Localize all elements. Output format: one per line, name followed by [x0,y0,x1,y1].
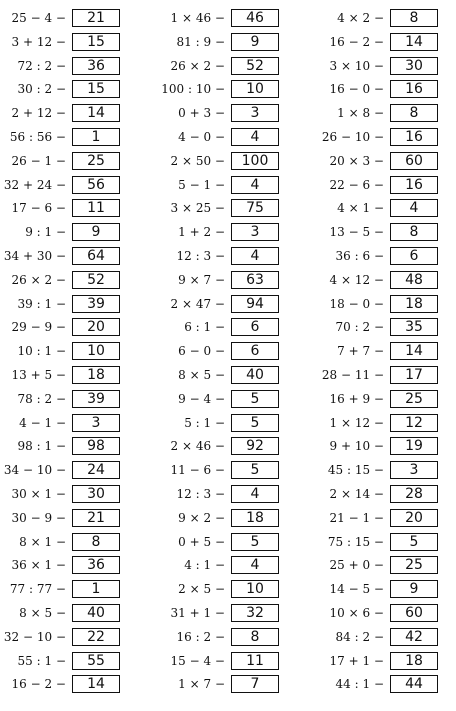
problem-row [148,579,279,599]
problem-row [0,389,120,409]
problem-expression: 4 : 1 − [184,558,225,572]
problem-expression: 98 : 1 − [17,439,66,453]
problem-expression: 1 × 8 − [337,106,384,120]
problem-expression: 1 × 12 − [329,416,384,430]
answer-box[interactable]: 30 [390,57,438,75]
problem-row [0,532,120,552]
answer-box[interactable]: 56 [72,176,120,194]
answer-box[interactable]: 22 [72,628,120,646]
problem-row [0,341,120,361]
answer-box[interactable]: 10 [72,342,120,360]
answer-box[interactable]: 18 [390,652,438,670]
problem-expression: 17 + 1 − [329,654,384,668]
problem-expression: 0 + 5 − [178,535,225,549]
answer-box[interactable]: 4 [231,128,279,146]
problem-expression: 9 − 4 − [178,392,225,406]
problem-row [148,341,279,361]
answer-box[interactable]: 24 [72,461,120,479]
answer-box[interactable]: 36 [72,556,120,574]
problem-row [306,532,438,552]
problem-row [0,79,120,99]
problem-expression: 13 − 5 − [329,225,384,239]
problem-expression: 2 × 47 − [170,297,225,311]
problem-row [306,246,438,266]
problem-row [0,270,120,290]
problem-row [306,198,438,218]
answer-box[interactable]: 8 [390,223,438,241]
problem-row [306,413,438,433]
problem-expression: 36 : 6 − [335,249,384,263]
problem-expression: 6 − 0 − [178,344,225,358]
problem-expression: 55 : 1 − [17,654,66,668]
answer-box[interactable]: 5 [231,461,279,479]
problem-expression: 78 : 2 − [17,392,66,406]
answer-box[interactable]: 40 [231,366,279,384]
problem-expression: 26 − 1 − [11,154,66,168]
answer-box[interactable]: 63 [231,271,279,289]
problem-expression: 30 − 9 − [11,511,66,525]
problem-expression: 2 × 5 − [178,582,225,596]
answer-box[interactable]: 7 [231,675,279,693]
problem-expression: 13 + 5 − [11,368,66,382]
problem-expression: 16 : 2 − [176,630,225,644]
problem-row [148,79,279,99]
problem-row [148,436,279,456]
answer-box[interactable]: 4 [231,176,279,194]
answer-box[interactable]: 10 [231,580,279,598]
problem-expression: 32 + 24 − [3,178,66,192]
problem-row [306,32,438,52]
answer-box[interactable]: 15 [72,33,120,51]
problem-row [148,127,279,147]
answer-box[interactable]: 18 [390,295,438,313]
problem-row [148,460,279,480]
problem-expression: 1 × 46 − [170,11,225,25]
problem-row [0,246,120,266]
problem-expression: 31 + 1 − [170,606,225,620]
problem-expression: 2 × 50 − [170,154,225,168]
answer-box[interactable]: 11 [231,652,279,670]
problem-row [0,103,120,123]
problem-expression: 34 + 30 − [3,249,66,263]
problem-expression: 45 : 15 − [327,463,384,477]
problem-row [0,674,120,694]
problem-expression: 17 − 6 − [11,201,66,215]
problem-expression: 84 : 2 − [335,630,384,644]
problem-expression: 15 − 4 − [170,654,225,668]
problem-row [148,8,279,28]
answer-box[interactable]: 14 [72,675,120,693]
problem-expression: 9 × 7 − [178,273,225,287]
problem-expression: 70 : 2 − [335,320,384,334]
problem-row [306,436,438,456]
problem-expression: 11 − 6 − [170,463,225,477]
problem-row [306,341,438,361]
answer-box[interactable]: 9 [390,580,438,598]
answer-box[interactable]: 5 [231,533,279,551]
problem-expression: 1 × 7 − [178,677,225,691]
answer-box[interactable]: 100 [231,152,279,170]
problem-row [306,151,438,171]
problem-row [0,627,120,647]
problem-expression: 8 × 5 − [19,606,66,620]
problem-row [148,603,279,623]
answer-box[interactable]: 21 [72,9,120,27]
answer-box[interactable]: 17 [390,366,438,384]
problem-row [306,460,438,480]
answer-box[interactable]: 28 [390,485,438,503]
problem-row [0,222,120,242]
answer-box[interactable]: 8 [390,9,438,27]
problem-expression: 75 : 15 − [327,535,384,549]
problem-row [306,603,438,623]
answer-box[interactable]: 30 [72,485,120,503]
problem-row [0,8,120,28]
problem-row [0,198,120,218]
answer-box[interactable]: 92 [231,437,279,455]
problem-row [0,603,120,623]
problem-expression: 2 × 46 − [170,439,225,453]
problem-expression: 34 − 10 − [3,463,66,477]
problem-expression: 4 − 1 − [19,416,66,430]
problem-row [148,175,279,195]
answer-box[interactable]: 52 [231,57,279,75]
answer-box[interactable]: 60 [390,152,438,170]
answer-box[interactable]: 55 [72,652,120,670]
problem-row [306,79,438,99]
problem-row [306,579,438,599]
problem-row [148,674,279,694]
problem-expression: 22 − 6 − [329,178,384,192]
answer-box[interactable]: 35 [390,318,438,336]
problem-row [148,532,279,552]
answer-box[interactable]: 75 [231,199,279,217]
problem-row [0,484,120,504]
problem-row [306,294,438,314]
problem-expression: 16 − 2 − [329,35,384,49]
answer-box[interactable]: 5 [231,390,279,408]
problem-row [0,56,120,76]
problem-expression: 9 + 10 − [329,439,384,453]
problem-row [148,555,279,575]
problem-row [306,56,438,76]
answer-box[interactable]: 3 [231,223,279,241]
problem-expression: 30 × 1 − [11,487,66,501]
problem-expression: 2 × 14 − [329,487,384,501]
answer-box[interactable]: 4 [231,247,279,265]
problem-expression: 30 : 2 − [17,82,66,96]
problem-row [0,508,120,528]
problem-expression: 4 × 1 − [337,201,384,215]
answer-box[interactable]: 1 [72,580,120,598]
answer-box[interactable]: 3 [231,104,279,122]
problem-expression: 25 + 0 − [329,558,384,572]
problem-expression: 5 − 1 − [178,178,225,192]
problem-expression: 9 : 1 − [25,225,66,239]
answer-box[interactable]: 32 [231,604,279,622]
problem-expression: 39 : 1 − [17,297,66,311]
answer-box[interactable]: 3 [72,414,120,432]
answer-box[interactable]: 6 [231,318,279,336]
problem-row [306,222,438,242]
problem-row [0,460,120,480]
answer-box[interactable]: 42 [390,628,438,646]
problem-row [148,151,279,171]
problem-row [148,389,279,409]
answer-box[interactable]: 14 [72,104,120,122]
problem-row [306,651,438,671]
answer-box[interactable]: 48 [390,271,438,289]
problem-row [148,103,279,123]
answer-box[interactable]: 18 [72,366,120,384]
problem-expression: 8 × 5 − [178,368,225,382]
problem-row [0,413,120,433]
answer-box[interactable]: 9 [231,33,279,51]
problem-expression: 28 − 11 − [321,368,384,382]
problem-expression: 8 × 1 − [19,535,66,549]
problem-row [0,32,120,52]
problem-row [148,627,279,647]
problem-row [306,103,438,123]
problem-expression: 56 : 56 − [9,130,66,144]
problem-row [148,484,279,504]
answer-box[interactable]: 4 [390,199,438,217]
problem-row [0,175,120,195]
problem-row [0,127,120,147]
answer-box[interactable]: 15 [72,80,120,98]
problem-row [0,555,120,575]
answer-box[interactable]: 16 [390,176,438,194]
problem-expression: 18 − 0 − [329,297,384,311]
problem-row [148,365,279,385]
answer-box[interactable]: 25 [72,152,120,170]
problem-row [306,317,438,337]
problem-expression: 100 : 10 − [161,82,225,96]
answer-box[interactable]: 4 [231,485,279,503]
problem-expression: 4 − 0 − [178,130,225,144]
problem-row [148,246,279,266]
problem-expression: 44 : 1 − [335,677,384,691]
problem-row [306,627,438,647]
problem-row [306,127,438,147]
answer-box[interactable]: 1 [72,128,120,146]
problem-expression: 0 + 3 − [178,106,225,120]
answer-box[interactable]: 20 [390,509,438,527]
answer-box[interactable]: 4 [231,556,279,574]
answer-box[interactable]: 20 [72,318,120,336]
problem-expression: 2 + 12 − [11,106,66,120]
answer-box[interactable]: 12 [390,414,438,432]
answer-box[interactable]: 36 [72,57,120,75]
answer-box[interactable]: 18 [231,509,279,527]
answer-box[interactable]: 25 [390,556,438,574]
problem-row [0,365,120,385]
problem-expression: 12 : 3 − [176,249,225,263]
answer-box[interactable]: 8 [231,628,279,646]
problem-row [148,651,279,671]
answer-box[interactable]: 8 [72,533,120,551]
problem-expression: 3 × 25 − [170,201,225,215]
answer-box[interactable]: 16 [390,80,438,98]
problem-expression: 32 − 10 − [3,630,66,644]
answer-box[interactable]: 3 [390,461,438,479]
problem-expression: 77 : 77 − [9,582,66,596]
problem-row [0,294,120,314]
answer-box[interactable]: 39 [72,390,120,408]
answer-box[interactable]: 52 [72,271,120,289]
problem-expression: 4 × 2 − [337,11,384,25]
problem-row [148,56,279,76]
answer-box[interactable]: 8 [390,104,438,122]
problem-row [0,651,120,671]
problem-expression: 10 × 6 − [329,606,384,620]
answer-box[interactable]: 6 [231,342,279,360]
answer-box[interactable]: 10 [231,80,279,98]
problem-row [148,294,279,314]
problem-expression: 26 − 10 − [321,130,384,144]
answer-box[interactable]: 21 [72,509,120,527]
answer-box[interactable]: 64 [72,247,120,265]
problem-expression: 5 : 1 − [184,416,225,430]
problem-row [306,484,438,504]
problem-expression: 16 + 9 − [329,392,384,406]
answer-box[interactable]: 60 [390,604,438,622]
problem-row [306,674,438,694]
answer-box[interactable]: 14 [390,33,438,51]
problem-expression: 26 × 2 − [11,273,66,287]
problem-row [306,508,438,528]
answer-box[interactable]: 44 [390,675,438,693]
problem-row [0,436,120,456]
problem-expression: 29 − 9 − [11,320,66,334]
answer-box[interactable]: 94 [231,295,279,313]
answer-box[interactable]: 5 [231,414,279,432]
problem-expression: 1 + 2 − [178,225,225,239]
problem-expression: 25 − 4 − [11,11,66,25]
problem-expression: 4 × 12 − [329,273,384,287]
answer-box[interactable]: 46 [231,9,279,27]
problem-expression: 72 : 2 − [17,59,66,73]
problem-expression: 12 : 3 − [176,487,225,501]
problem-row [306,389,438,409]
problem-expression: 10 : 1 − [17,344,66,358]
problem-expression: 26 × 2 − [170,59,225,73]
problem-row [0,579,120,599]
problem-expression: 81 : 9 − [176,35,225,49]
problem-row [148,508,279,528]
answer-box[interactable]: 14 [390,342,438,360]
problem-row [0,151,120,171]
problem-row [306,555,438,575]
problem-row [148,198,279,218]
answer-box[interactable]: 11 [72,199,120,217]
problem-expression: 16 − 2 − [11,677,66,691]
problem-expression: 9 × 2 − [178,511,225,525]
problem-row [306,175,438,195]
problem-expression: 6 : 1 − [184,320,225,334]
problem-row [306,270,438,290]
problem-row [0,317,120,337]
answer-box[interactable]: 39 [72,295,120,313]
problem-expression: 3 + 12 − [11,35,66,49]
problem-expression: 3 × 10 − [329,59,384,73]
answer-box[interactable]: 9 [72,223,120,241]
problem-expression: 20 × 3 − [329,154,384,168]
problem-expression: 14 − 5 − [329,582,384,596]
answer-box[interactable]: 98 [72,437,120,455]
answer-box[interactable]: 40 [72,604,120,622]
problem-row [148,413,279,433]
problem-row [148,32,279,52]
problem-expression: 16 − 0 − [329,82,384,96]
problem-expression: 21 − 1 − [329,511,384,525]
problem-expression: 7 + 7 − [337,344,384,358]
problem-row [148,270,279,290]
answer-box[interactable]: 19 [390,437,438,455]
problem-row [306,8,438,28]
problem-row [148,222,279,242]
problem-expression: 36 × 1 − [11,558,66,572]
answer-box[interactable]: 25 [390,390,438,408]
problem-row [148,317,279,337]
answer-box[interactable]: 6 [390,247,438,265]
answer-box[interactable]: 5 [390,533,438,551]
problem-row [306,365,438,385]
answer-box[interactable]: 16 [390,128,438,146]
